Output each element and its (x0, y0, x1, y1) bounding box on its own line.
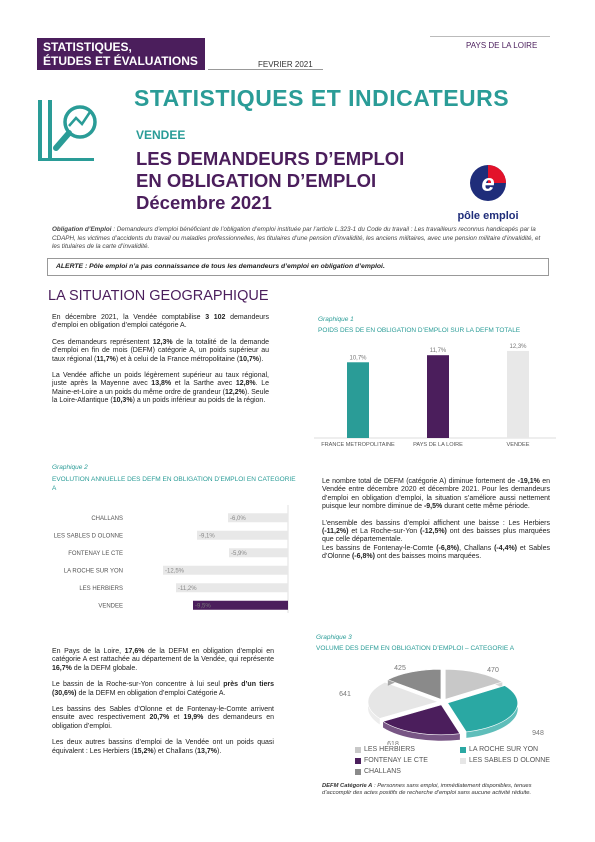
footnote-text: : Personnes sans emploi, immédiatement disponibles, tenues d’accomplir des actes positifs de recherche d’emploi sans aucune activité réduite. (322, 783, 532, 796)
definition-term: Obligation d’Emploi (52, 226, 112, 233)
graph3-legend-label-3: LES SABLES D OLONNE (469, 757, 550, 764)
graph3-footnote (322, 783, 554, 797)
text-block-3 (52, 648, 274, 756)
graph3-legend-item-3 (460, 757, 550, 764)
pole-emploi-logo (448, 163, 528, 223)
graph1-value-label-0: 10,7% (349, 355, 367, 362)
graph3-pie-chart (325, 660, 555, 745)
definition-text: : Demandeurs d’emploi bénéficiant de l’obligation d’emploi instituée par l’article L.323-1 du Code du travail : Les travailleurs reconnus handicapés par la CDAPH, les victimes d’accidents du travail ou maladies professionnelles, les titulaires d’une pension d’invalidité, les anciens militaires, avec une pension militaire d’invalidité, et les titulaires de la carte d’invalidité. (52, 226, 541, 250)
paragraph-8: Le bassin de la Roche-sur-Yon concentre à lui seul près d’un tiers (30,6%) de la DEFM en obligation d’emploi Catégorie A. (52, 681, 274, 697)
graph3-legend-swatch-4 (355, 769, 361, 775)
graph3-legend-swatch-1 (460, 747, 466, 753)
publication-date: FEVRIER 2021 (258, 60, 313, 69)
svg-text:e: e (481, 170, 495, 197)
graph3-legend-swatch-3 (460, 758, 466, 764)
graph3-value-label-4: 425 (394, 665, 406, 672)
series-badge (37, 38, 205, 70)
department-label: VENDEE (136, 128, 186, 142)
text-block-1 (52, 314, 269, 406)
graph3-value-label-0: 470 (487, 667, 499, 674)
graph2-value-label-1: -9,1% (199, 533, 215, 540)
graph2-value-label-5: -9,5% (195, 603, 211, 610)
alert-box (47, 258, 549, 276)
logo-text: pôle emploi (457, 210, 519, 222)
graph3-legend-item-0 (355, 746, 415, 753)
graph3-legend-label-1: LA ROCHE SUR YON (469, 746, 539, 753)
graph1-category-label-0: FRANCE METROPOLITAINE (321, 442, 395, 448)
paragraph-2: Ces demandeurs représentent 12,3% de la totalité de la demande d’emploi en fin de mois (DEFM) catégorie A, un poids supérieur au taux régional (11,7%) et à celui de la France métropolitaine (10,7%). (52, 338, 270, 363)
graph3-value-label-1: 948 (532, 730, 544, 737)
graph2-category-label-0: CHALLANS (91, 515, 123, 522)
graph2-category-label-1: LES SABLES D OLONNE (53, 533, 123, 540)
report-title (136, 148, 404, 214)
paragraph-9: Les bassins des Sables d’Olonne et de Fontenay-le-Comte arrivent ensuite avec respectivement 20,7% et 19,9% des demandeurs en obligation d’emploi. (52, 706, 274, 730)
graph3-legend (355, 746, 565, 778)
series-line-1: STATISTIQUES, (43, 40, 132, 54)
graph2-bar-chart (40, 505, 300, 615)
graph2-label: Graphique 2 (52, 464, 88, 471)
paragraph-1: En décembre 2021, la Vendée comptabilise 3 102 demandeurs d’emploi en obligation d’emploi catégorie A. (52, 314, 269, 330)
graph2-title: EVOLUTION ANNUELLE DES DEFM EN OBLIGATION D’EMPLOI EN CATEGORIE A (52, 476, 296, 492)
graph1-value-label-2: 12,3% (509, 343, 527, 350)
header-divider (208, 69, 323, 70)
graph3-legend-item-1 (460, 746, 538, 753)
graph2-category-label-5: VENDEE (98, 603, 123, 610)
graph1-value-label-1: 11,7% (429, 348, 447, 355)
paragraph-5: L’ensemble des bassins d’emploi affichent une baisse : Les Herbiers (-11,2%) et La Roche-sur-Yon (-12,5%) ont des baisses plus marquées que celle départementale. (322, 519, 550, 544)
graph2-value-label-2: -5,9% (231, 550, 247, 557)
text-block-2 (322, 478, 550, 562)
graph2-category-label-4: LES HERBIERS (79, 585, 123, 592)
title-line-2: EN OBLIGATION D’EMPLOI (136, 170, 377, 191)
graph2-category-label-3: LA ROCHE SUR YON (63, 568, 123, 575)
graph1-bar-0 (347, 362, 369, 438)
magnifier-chart-icon (36, 96, 108, 168)
paragraph-4: Le nombre total de DEFM (catégorie A) diminue fortement de -19,1% en Vendée entre décembre 2020 et décembre 2021. Pour les demandeurs d’emploi en obligation d’emploi, la situation s’améliore aussi nettement puisque leur nombre diminue de -9,5% durant cette même période. (322, 478, 550, 511)
graph3-title: VOLUME DES DEFM EN OBLIGATION D’EMPLOI – CATEGORIE A (316, 645, 515, 652)
graph3-legend-swatch-2 (355, 758, 361, 764)
graph1-bar-chart (310, 338, 560, 450)
definition-block (52, 226, 547, 252)
graph3-legend-label-4: CHALLANS (364, 768, 401, 775)
graph3-label: Graphique 3 (316, 634, 352, 641)
graph3-legend-swatch-0 (355, 747, 361, 753)
series-line-2: ÉTUDES ET ÉVALUATIONS (43, 54, 198, 68)
paragraph-6: Les bassins de Fontenay-le-Comte (-6,8%), Challans (-4,4%) et Sables d’Olonne (-6,8%) ont des baisses moins marquées. (322, 544, 550, 561)
graph1-title: POIDS DES DE EN OBLIGATION D’EMPLOI SUR LA DEFM TOTALE (318, 327, 521, 334)
main-title: STATISTIQUES ET INDICATEURS (134, 85, 510, 111)
footnote-term: DEFM Catégorie A (322, 783, 373, 789)
paragraph-10: Les deux autres bassins d’emploi de la Vendée ont un poids quasi équivalent : Les Herbiers (15,2%) et Challans (13,7%). (52, 739, 274, 755)
graph2-value-label-4: -11,2% (178, 585, 197, 592)
graph1-bar-1 (427, 355, 449, 438)
graph3-legend-item-4 (355, 768, 401, 775)
title-line-3: Décembre 2021 (136, 192, 272, 213)
graph2-value-label-3: -12,5% (165, 568, 185, 575)
graph1-category-label-1: PAYS DE LA LOIRE (413, 442, 463, 448)
graph3-legend-item-2 (355, 757, 428, 764)
graph2-category-label-2: FONTENAY LE CTE (68, 550, 123, 557)
paragraph-7: En Pays de la Loire, 17,6% de la DEFM en obligation d’emploi en catégorie A est rattachée au département de la Vendée, qui représente 16,7% de la DEFM globale. (52, 648, 275, 672)
alert-text: ALERTE : Pôle emploi n’a pas connaissance de tous les demandeurs d’emploi en obligation d’emploi. (56, 263, 385, 270)
graph1-bar-2 (507, 351, 529, 438)
graph3-value-label-3: 641 (339, 691, 351, 698)
paragraph-3: La Vendée affiche un poids légèrement supérieur au taux régional, juste après la Mayenne avec 13,8% et la Sarthe avec 12,8%. Le Maine-et-Loire a un poids du même ordre de grandeur (12,2%). Seule la Loire-Atlantique (10,3%) a un poids inférieur au poids de la région. (52, 372, 270, 405)
graph1-label: Graphique 1 (318, 316, 354, 323)
graph2-value-label-0: -6,0% (230, 515, 246, 522)
region-label: PAYS DE LA LOIRE (466, 41, 538, 50)
graph3-value-label-2: 618 (387, 741, 399, 745)
region-divider (430, 36, 550, 37)
graph3-legend-label-0: LES HERBIERS (364, 746, 415, 753)
title-line-1: LES DEMANDEURS D’EMPLOI (136, 148, 405, 169)
graph1-category-label-2: VENDEE (506, 442, 530, 448)
section-title: LA SITUATION GEOGRAPHIQUE (48, 288, 269, 304)
graph3-legend-label-2: FONTENAY LE CTE (364, 757, 428, 764)
